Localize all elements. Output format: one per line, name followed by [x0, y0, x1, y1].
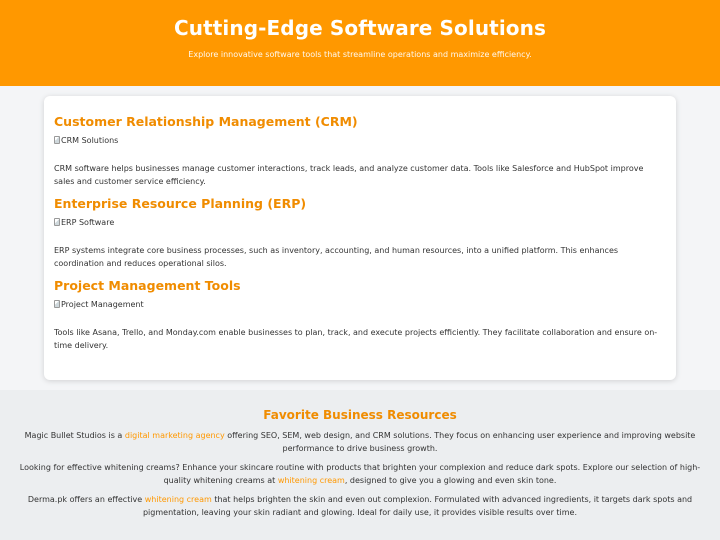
footer-text: Magic Bullet Studios is a: [24, 431, 125, 440]
section-body: Tools like Asana, Trello, and Monday.com enable businesses to plan, track, and execute projects efficiently. They facilitate collaboration and ensure on-time delivery.: [54, 328, 658, 350]
whitening-cream-link[interactable]: whitening cream: [144, 495, 212, 504]
footer-paragraph-magic-bullet: [15, 430, 705, 455]
section-heading: Customer Relationship Management (CRM): [54, 114, 358, 129]
footer-heading: Favorite Business Resources: [263, 408, 457, 422]
digital-marketing-agency-link[interactable]: digital marketing agency: [124, 431, 225, 440]
image-alt-text: ERP Software: [61, 217, 115, 227]
footer-text: Derma.pk offers an effective: [27, 495, 145, 504]
footer-text: Looking for effective whitening creams? Enhance your skincare routine with products that brighten your complexion and reduce dark spots. Explore our selection of high-quality whitening creams at: [19, 463, 701, 485]
broken-image-icon: [54, 218, 60, 226]
footer-text: that helps brighten the skin and even out complexion. Formulated with advanced ingredients, it targets dark spots and pigmentation, leaving your skin radiant and glowing. Ideal for daily use, it provides visible results over time.: [142, 495, 693, 517]
broken-image-icon: [54, 136, 60, 144]
footer-paragraph-derma: [15, 494, 705, 519]
footer-text: offering SEO, SEM, web design, and CRM solutions. They focus on enhancing user experience and improving website performance to drive business growth.: [224, 431, 696, 453]
section-heading: Project Management Tools: [54, 278, 241, 293]
image-alt-text: Project Management: [61, 299, 144, 309]
project-management-image: [54, 299, 666, 309]
erp-image: [54, 217, 666, 227]
section-body: ERP systems integrate core business processes, such as inventory, accounting, and human resources, into a unified platform. This enhances coordination and reduces operational silos.: [54, 246, 619, 268]
section-body: CRM software helps businesses manage customer interactions, track leads, and analyze customer data. Tools like Salesforce and HubSpot improve sales and customer service efficiency.: [54, 164, 644, 186]
page-title: Cutting-Edge Software Solutions: [174, 16, 546, 40]
whitening-cream-link[interactable]: whitening cream: [277, 475, 345, 485]
page-header: [0, 0, 720, 86]
footer-paragraph-whitening-creams: [15, 462, 705, 487]
broken-image-icon: [54, 300, 60, 308]
footer-text: , designed to give you a glowing and even skin tone.: [344, 475, 557, 485]
section-erp: [54, 196, 666, 270]
section-heading: Enterprise Resource Planning (ERP): [54, 196, 307, 211]
section-project-management: [54, 278, 666, 352]
image-alt-text: CRM Solutions: [61, 135, 119, 145]
crm-image: [54, 135, 666, 145]
resources-footer: [0, 390, 720, 540]
section-crm: [54, 114, 666, 188]
page-subtitle: Explore innovative software tools that streamline operations and maximize efficiency.: [188, 50, 532, 59]
content-card: [44, 96, 676, 380]
